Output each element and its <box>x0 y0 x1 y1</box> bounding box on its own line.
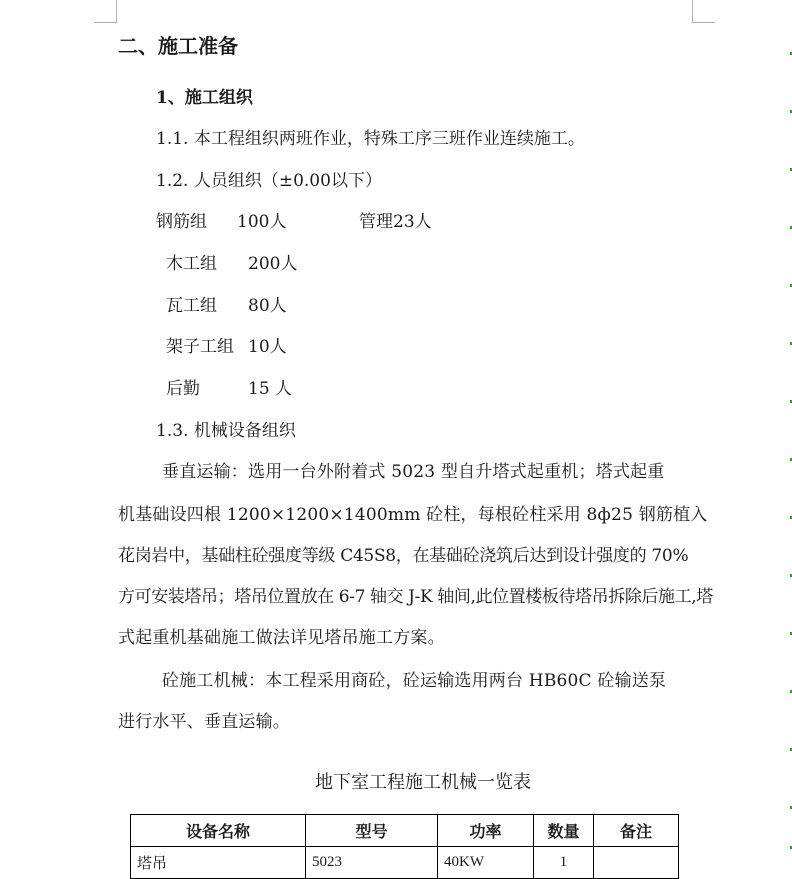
item-1-2: 1.2. 人员组织（±0.00以下） <box>156 171 382 191</box>
table-header-cell: 备注 <box>594 815 679 847</box>
table-header-cell: 设备名称 <box>131 815 306 847</box>
equipment-table <box>130 814 679 879</box>
page-corner-mark-top-right <box>692 0 715 23</box>
personnel-rebar-count: 100人 <box>237 212 287 232</box>
table-header-row <box>131 815 679 847</box>
personnel-row-name: 架子工组 <box>166 337 234 357</box>
personnel-management: 管理23人 <box>359 212 432 232</box>
personnel-row-name: 瓦工组 <box>166 296 217 316</box>
personnel-row-name: 后勤 <box>166 379 200 399</box>
table-header-cell: 数量 <box>534 815 594 847</box>
paragraph-line: 垂直运输：选用一台外附着式 5023 型自升塔式起重机；塔式起重 <box>162 462 665 482</box>
table-header-cell: 型号 <box>306 815 438 847</box>
table-row <box>131 847 679 879</box>
table-caption: 地下室工程施工机械一览表 <box>315 772 531 793</box>
paragraph-line: 花岗岩中，基础柱砼强度等级 C45S8，在基础砼浇筑后达到设计强度的 70% <box>118 546 689 566</box>
table-cell: 1 <box>534 847 594 879</box>
table-header-cell: 功率 <box>438 815 534 847</box>
paragraph-line: 进行水平、垂直运输。 <box>118 712 290 732</box>
personnel-row-count: 80人 <box>248 296 287 316</box>
personnel-row-count: 200人 <box>248 254 298 274</box>
personnel-rebar-name: 钢筋组 <box>156 212 207 232</box>
personnel-row-name: 木工组 <box>166 254 217 274</box>
table-cell: 塔吊 <box>131 847 306 879</box>
personnel-row-count: 10人 <box>248 337 287 357</box>
table-cell: 5023 <box>306 847 438 879</box>
paragraph-line: 砼施工机械：本工程采用商砼，砼运输选用两台 HB60C 砼输送泵 <box>162 671 667 691</box>
subsection-heading: 1、施工组织 <box>156 88 253 108</box>
item-1-3: 1.3. 机械设备组织 <box>156 421 296 441</box>
paragraph-line: 式起重机基础施工做法详见塔吊施工方案。 <box>118 628 445 648</box>
personnel-row-count: 15 人 <box>248 379 293 399</box>
paragraph-line: 方可安装塔吊；塔吊位置放在 6-7 轴交 J-K 轴间,此位置楼板待塔吊拆除后施工,塔 <box>118 587 713 607</box>
table-cell <box>594 847 679 879</box>
page-corner-mark-top-left <box>94 0 117 23</box>
paragraph-line: 机基础设四根 1200×1200×1400mm 砼柱，每根砼柱采用 8ф25 钢筋植入 <box>118 505 708 525</box>
item-1-1: 1.1. 本工程组织两班作业，特殊工序三班作业连续施工。 <box>156 129 585 149</box>
section-heading: 二、施工准备 <box>118 34 238 58</box>
table-cell: 40KW <box>438 847 534 879</box>
